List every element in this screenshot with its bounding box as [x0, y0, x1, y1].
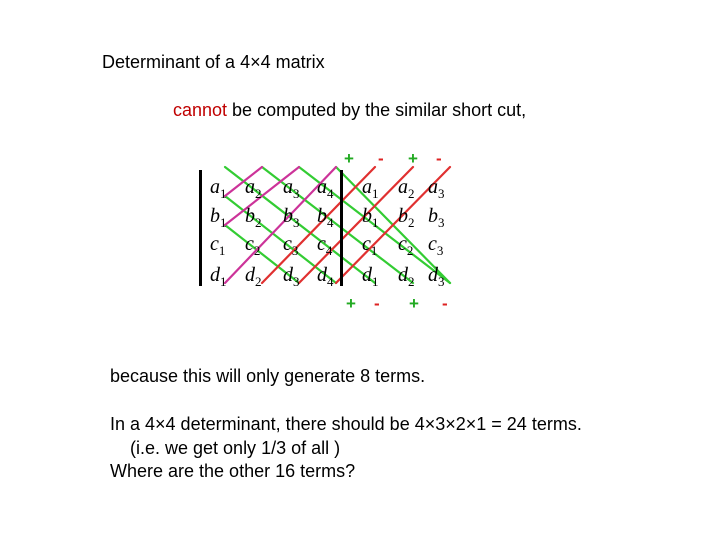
determinant-left-bar — [199, 170, 202, 286]
matrix-entry-letter: b — [283, 205, 293, 227]
top-sign: - — [378, 149, 384, 168]
repeated-column-entry-letter: c — [428, 233, 437, 255]
repeated-column-entry — [398, 176, 415, 201]
matrix-entry — [283, 233, 298, 258]
matrix-entry-letter: c — [317, 233, 326, 255]
matrix-entry-letter: d — [210, 264, 220, 286]
matrix-entry-subscript: 3 — [293, 186, 300, 201]
matrix-entry-letter: d — [283, 264, 293, 286]
matrix-entry-subscript: 1 — [220, 274, 227, 289]
subtitle-emphasis: cannot — [173, 100, 228, 120]
matrix-entry-subscript: 2 — [255, 215, 262, 230]
top-sign: - — [436, 149, 442, 168]
repeated-column-entry-letter: a — [428, 176, 438, 198]
explanation-line-3: (i.e. we get only 1/3 of all ) — [130, 438, 341, 458]
matrix-entry-subscript: 3 — [293, 215, 300, 230]
matrix-entry-subscript: 4 — [325, 243, 333, 258]
matrix-entry — [210, 176, 227, 201]
repeated-column-entry-subscript: 3 — [438, 215, 445, 230]
matrix-entry — [317, 264, 334, 289]
repeated-column-entry-subscript: 3 — [438, 186, 445, 201]
determinant-right-bar — [340, 170, 343, 286]
top-sign: + — [408, 149, 418, 168]
repeated-column-entry-letter: d — [428, 264, 438, 286]
matrix-entry-letter: d — [317, 264, 327, 286]
repeated-column-entry-subscript: 2 — [408, 186, 415, 201]
matrix-entry-subscript: 4 — [327, 274, 334, 289]
repeated-column-entry-letter: b — [398, 205, 408, 227]
repeated-column-entry-subscript: 2 — [408, 215, 415, 230]
repeated-column-entry-letter: d — [362, 264, 372, 286]
repeated-column-entry-subscript: 3 — [436, 243, 444, 258]
matrix-entry-subscript: 1 — [220, 215, 227, 230]
subtitle-rest: be computed by the similar short cut, — [227, 100, 527, 120]
repeated-column-entry — [362, 176, 379, 201]
matrix-entry-letter: a — [245, 176, 255, 198]
matrix-entry-subscript: 2 — [255, 274, 262, 289]
matrix-entry — [210, 205, 227, 230]
repeated-column-entry-subscript: 2 — [406, 243, 414, 258]
bottom-sign: - — [442, 294, 448, 313]
repeated-column-entry — [428, 176, 445, 201]
repeated-column-entry-letter: a — [362, 176, 372, 198]
repeated-column-entry — [428, 233, 443, 258]
matrix-entry-letter: c — [283, 233, 292, 255]
matrix-entry-letter: c — [245, 233, 254, 255]
matrix-entry-subscript: 2 — [255, 186, 262, 201]
repeated-column-entry-subscript: 3 — [438, 274, 445, 289]
repeated-column-entry-letter: b — [362, 205, 372, 227]
explanation-line-4: Where are the other 16 terms? — [110, 461, 356, 481]
repeated-column-entry-subscript: 1 — [370, 243, 378, 258]
explanation-line-1: because this will only generate 8 terms. — [110, 366, 426, 386]
top-sign: + — [344, 149, 354, 168]
matrix-entry-subscript: 2 — [253, 243, 261, 258]
matrix-entry-subscript: 4 — [327, 215, 334, 230]
repeated-column-entry — [398, 233, 413, 258]
repeated-column-entry-letter: c — [362, 233, 371, 255]
repeated-column-entry-subscript: 1 — [372, 186, 379, 201]
repeated-column-entry — [428, 264, 445, 289]
repeated-column-entry — [362, 233, 377, 258]
matrix-entry — [210, 264, 227, 289]
page-title: Determinant of a 4×4 matrix — [102, 52, 325, 72]
repeated-column-entry-letter: d — [398, 264, 408, 286]
matrix-entry — [283, 264, 300, 289]
matrix-entry-letter: a — [317, 176, 327, 198]
repeated-column-entry-letter: b — [428, 205, 438, 227]
explanation-line-2: In a 4×4 determinant, there should be 4×3×2×1 = 24 terms. — [110, 414, 582, 434]
matrix-entry — [245, 176, 262, 201]
matrix-entry-subscript: 3 — [293, 274, 300, 289]
matrix-entry-letter: b — [210, 205, 220, 227]
repeated-column-entry — [362, 264, 379, 289]
matrix-entry-subscript: 1 — [218, 243, 226, 258]
matrix-entry-subscript: 3 — [291, 243, 299, 258]
matrix-entry-letter: b — [317, 205, 327, 227]
matrix-entry — [210, 233, 225, 258]
matrix-entry-letter: a — [283, 176, 293, 198]
matrix-entry — [283, 176, 300, 201]
repeated-column-entry-letter: c — [398, 233, 407, 255]
repeated-column-entry — [398, 264, 415, 289]
repeated-column-entry-subscript: 2 — [408, 274, 415, 289]
matrix-entry-letter: a — [210, 176, 220, 198]
matrix-entry — [317, 205, 334, 230]
repeated-column-entry-subscript: 1 — [372, 274, 379, 289]
repeated-column-entry-letter: a — [398, 176, 408, 198]
matrix-entry-subscript: 4 — [327, 186, 334, 201]
matrix-entry-subscript: 1 — [220, 186, 227, 201]
matrix-entry-letter: d — [245, 264, 255, 286]
matrix-entry — [245, 264, 262, 289]
matrix-entry-letter: b — [245, 205, 255, 227]
matrix-entry-letter: c — [210, 233, 219, 255]
repeated-column-entry-subscript: 1 — [372, 215, 379, 230]
repeated-column-entry — [428, 205, 445, 230]
bottom-sign: - — [374, 294, 380, 313]
bottom-sign: + — [346, 294, 356, 313]
matrix-entry — [317, 176, 334, 201]
bottom-sign: + — [409, 294, 419, 313]
matrix-entry — [317, 233, 333, 258]
matrix-entry — [245, 233, 260, 258]
repeated-column-entry — [398, 205, 415, 230]
matrix-entry — [245, 205, 262, 230]
